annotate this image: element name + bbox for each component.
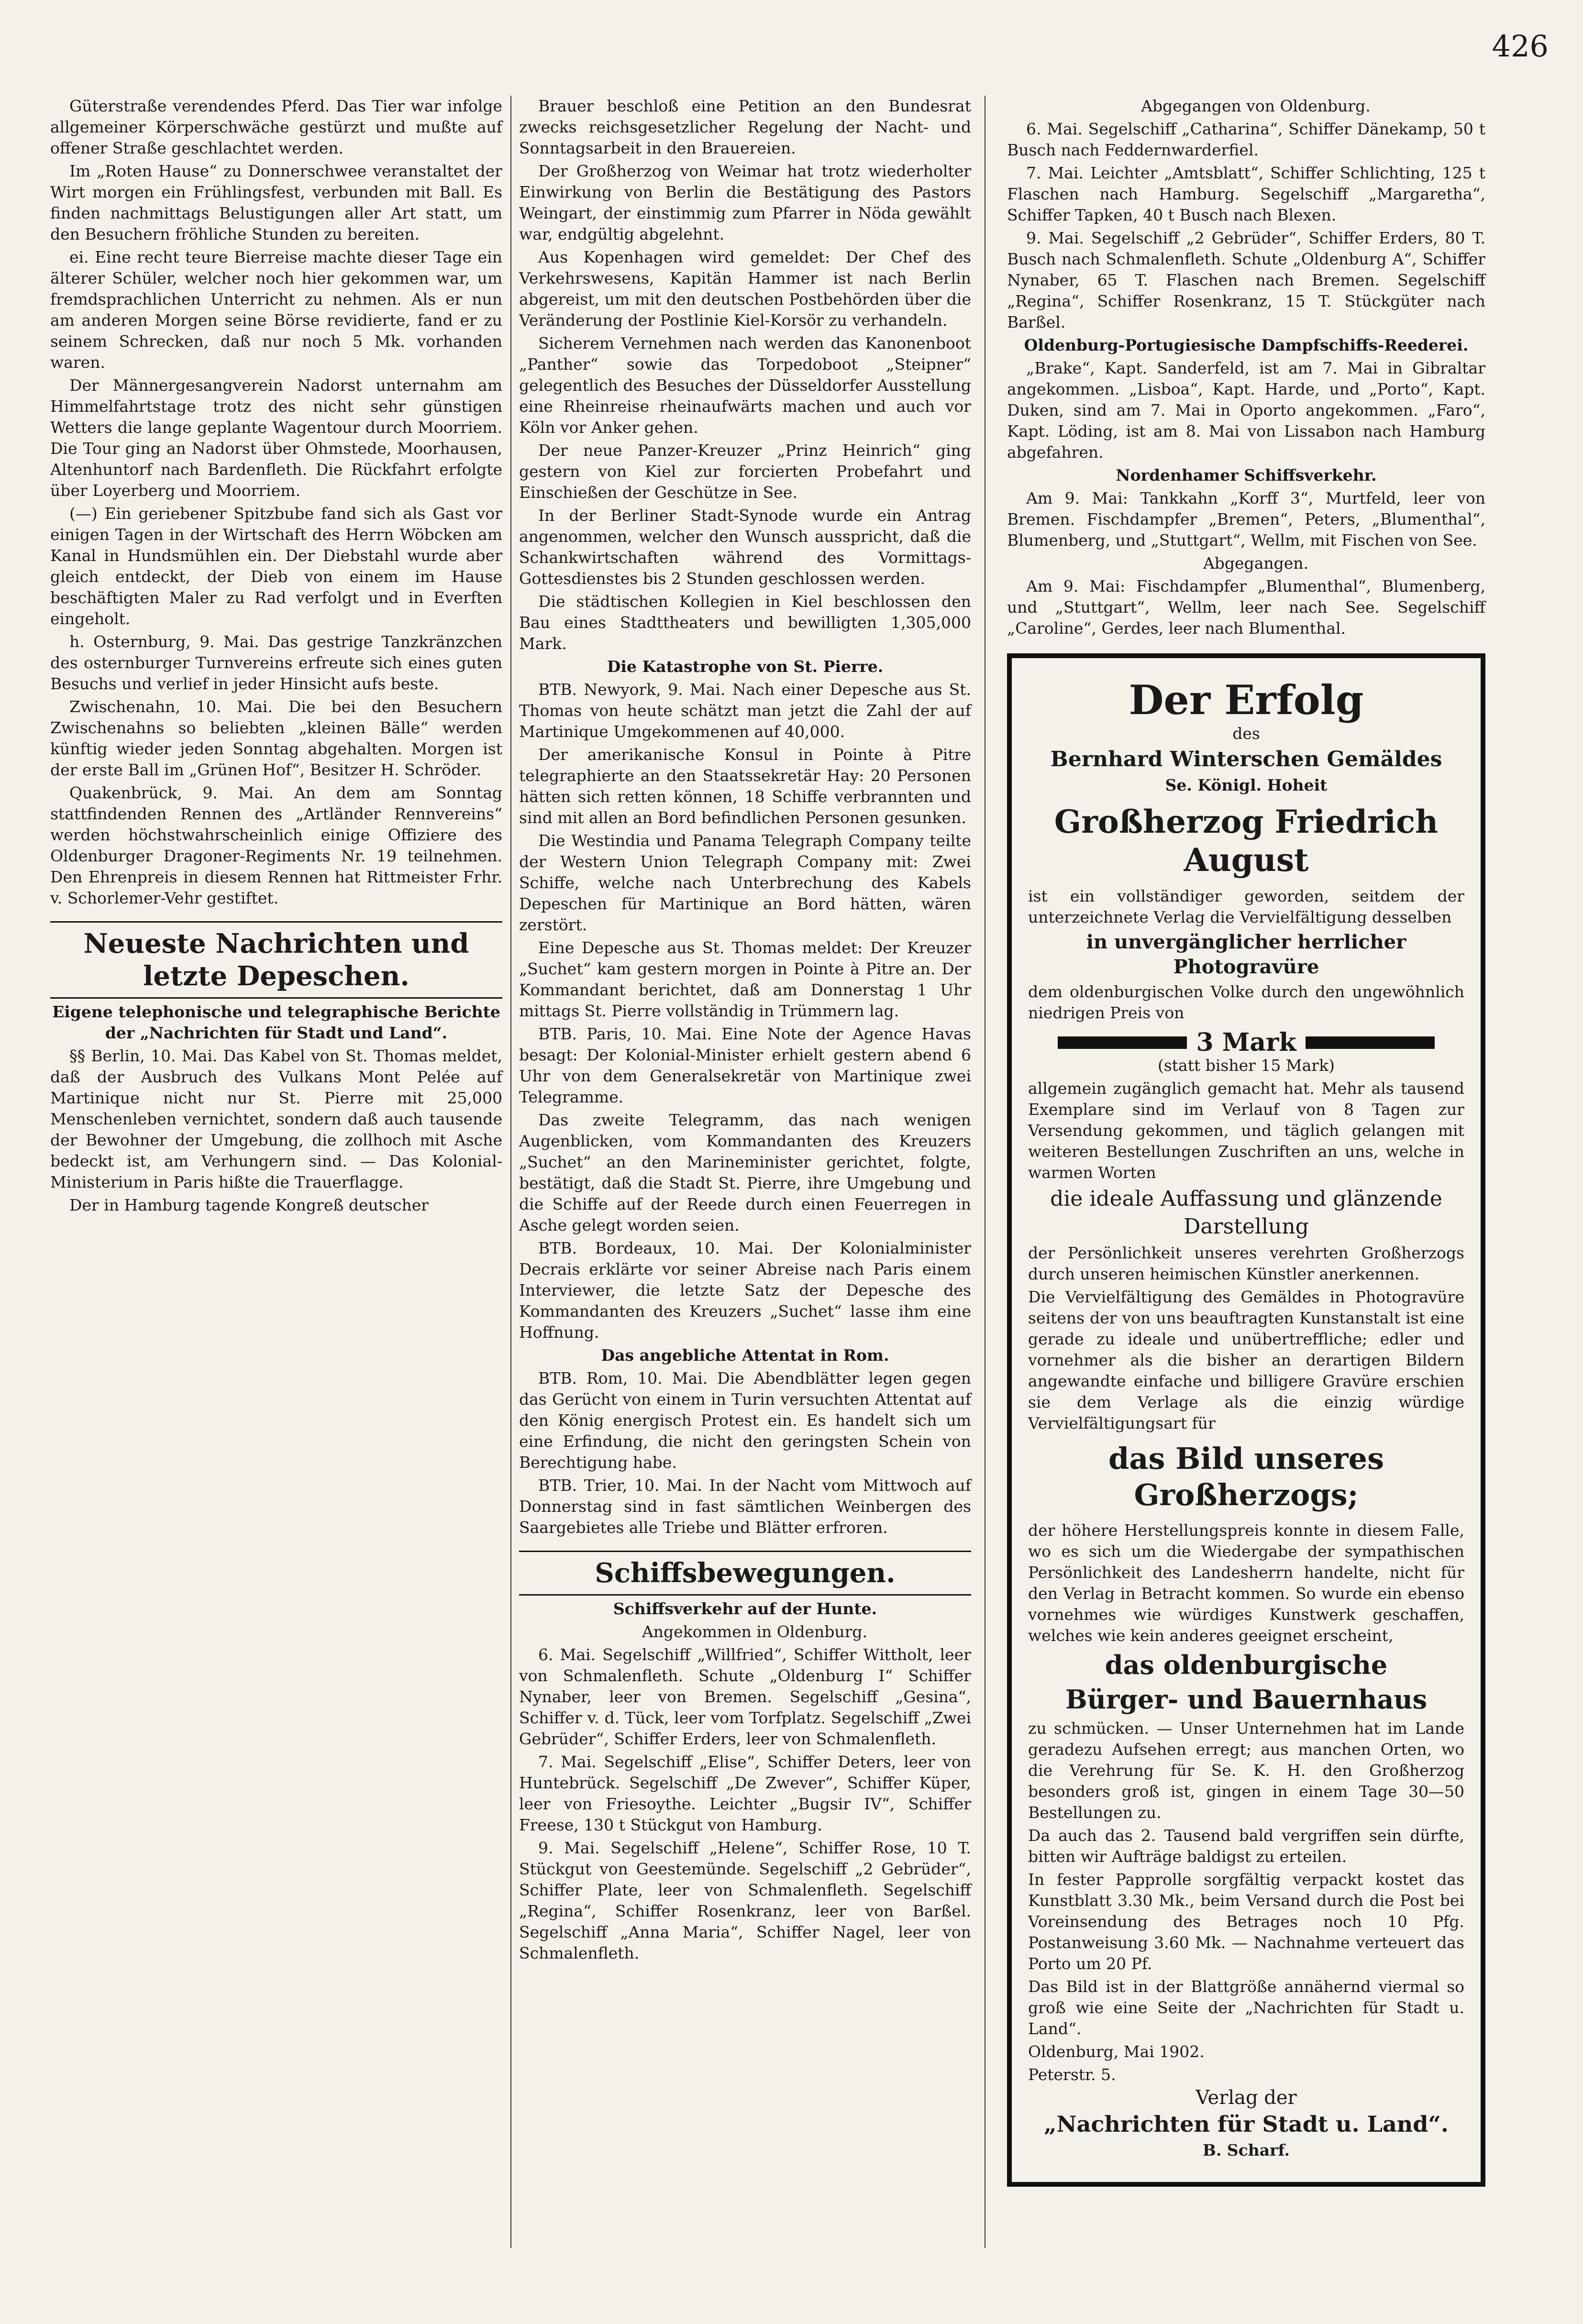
article: BTB. Newyork, 9. Mai. Nach einer Depesche aus St. Thomas von heute schätzt man jetzt die Zahl der auf Martinique Umgekommenen auf 40,000.	[519, 680, 971, 741]
ad-title: Der Erfolg	[1129, 676, 1364, 724]
ships-title: Schiffsbewegungen.	[595, 1557, 896, 1589]
news-subtitle: Eigene telephonische und telegraphische Berichte der „Nachrichten für Stadt und Land“.	[52, 1002, 500, 1042]
ad-place: Oldenburg, Mai 1902.	[1028, 2042, 1205, 2061]
article: BTB. Bordeaux, 10. Mai. Der Kolonialminister Decrais erklärte vor seiner Abreise nach Paris einem Interviewer, die letzte Satz der Depesche des Kommandanten des Kreuzers „Suchet“ lasse ihm eine Hoffnung.	[519, 1239, 971, 1342]
sub-heading: Abgegangen.	[1203, 554, 1309, 573]
ad-text: Das Bild ist in der Blattgröße annähernd viermal so groß wie eine Seite der „Nachrichten für Stadt u. Land“.	[1028, 1977, 1464, 2038]
ship-entry: 9. Mai. Segelschiff „2 Gebrüder“, Schiffer Erders, 80 T. Busch nach Schmalenfleth. Schute „Oldenburg A“, Schiffer Nynaber, 65 T. Flaschen nach Bremen. Segelschiff „Regina“, Schiffer Rosenkranz, 15 T. Stückgüter nach Barßel.	[1007, 229, 1485, 331]
column-1	[50, 96, 502, 1218]
ship-entry: Am 9. Mai: Fischdampfer „Blumenthal“, Blumenberg, und „Stuttgart“, Wellm, leer nach See. Segelschiff „Caroline“, Gerdes, leer nach Blumenthal.	[1007, 577, 1485, 638]
ad-haus-1: das oldenburgische	[1105, 1650, 1388, 1680]
page-number: 426	[1492, 29, 1549, 64]
article: §§ Berlin, 10. Mai. Das Kabel von St. Thomas meldet, daß der Ausbruch des Vulkans Mont Pelée auf Martinique nicht nur St. Pierre mit 25,000 Menschenleben vernichtet, sondern daß auch tausende der Bewohner der Umgebung, die zollhoch mit Asche bedeckt ist, am Verhungern sind. — Das Kolonial-Ministerium in Paris hißte die Trauerflagge.	[50, 1046, 502, 1191]
ships-subtitle-2: Angekommen in Oldenburg.	[642, 1622, 868, 1641]
article: Güterstraße verendendes Pferd. Das Tier war infolge allgemeiner Körperschwäche gestürzt und mußte auf offener Straße geschlachtet werden.	[50, 97, 502, 157]
section-heading: Das angebliche Attentat in Rom.	[601, 1346, 889, 1365]
ad-price	[1028, 1028, 1464, 1057]
article: Die Westindia und Panama Telegraph Company teilte der Western Union Telegraph Company mit: Zwei Schiffe, welche nach Unterbrechung des Kabels Depeschen für Martinique an Bord hätten, wären zerstört.	[519, 831, 971, 934]
ship-entry: 6. Mai. Segelschiff „Willfried“, Schiffer Wittholt, leer von Schmalenfleth. Schute „Oldenburg I“ Schiffer Nynaber, leer von Bremen. Segelschiff „Gesina“, Schiffer v. d. Tück, leer vom Torfplatz. Segelschiff „Zwei Gebrüder“, Schiffer Erders, leer von Schmalenfleth.	[519, 1645, 971, 1748]
article: Der amerikanische Konsul in Pointe à Pitre telegraphierte an den Staatssekretär Hay: 20 Personen hätten sich retten können, 18 Schiffe verbrannten und sind mit allen an Bord befindlichen Personen gesunken.	[519, 745, 971, 827]
article: Der in Hamburg tagende Kongreß deutscher	[69, 1196, 429, 1214]
ad-text: dem oldenburgischen Volke durch den ungewöhnlich niedrigen Preis von	[1028, 982, 1464, 1022]
article: Aus Kopenhagen wird gemeldet: Der Chef des Verkehrswesens, Kapitän Hammer ist nach Berlin abgereist, um mit den deutschen Postbehörden über die Veränderung der Postlinie Kiel-Korsör zu verhandeln.	[519, 248, 971, 330]
ad-bild: das Bild unseres Großherzogs;	[1108, 1441, 1384, 1512]
article: Der neue Panzer-Kreuzer „Prinz Heinrich“ ging gestern von Kiel zur forcierten Probefahrt und Einschießen der Geschütze in See.	[519, 441, 971, 502]
article: Die städtischen Kollegien in Kiel beschlossen den Bau eines Stadttheaters und bewilligten 1,305,000 Mark.	[519, 592, 971, 653]
ship-entry: 6. Mai. Segelschiff „Catharina“, Schiffer Dänekamp, 50 t Busch nach Feddernwarderfiel.	[1007, 120, 1485, 159]
ad-text: ist ein vollständiger geworden, seitdem der unterzeichnete Verlag die Vervielfältigung desselben	[1028, 887, 1464, 926]
ad-street: Peterstr. 5.	[1028, 2065, 1116, 2084]
ad-text: allgemein zugänglich gemacht hat. Mehr als tausend Exemplare sind im Verlauf von 8 Tagen zur Versendung gekommen, und täglich gelangen mit weiteren Bestellungen Zuschriften an uns, welche in warmen Worten	[1028, 1079, 1464, 1182]
advertisement	[1007, 653, 1485, 2187]
ad-text: zu schmücken. — Unser Unternehmen hat im Lande geradezu Aufsehen erregt; aus manchen Orten, wo die Verehrung für Se. K. H. den Großherzog besonders groß ist, gingen in einem Tage 30—50 Bestellungen zu.	[1028, 1719, 1464, 1822]
column-2	[519, 96, 971, 1966]
ad-price-value: 3 Mark	[1196, 1028, 1296, 1057]
article: Brauer beschloß eine Petition an den Bundesrat zwecks reichsgesetzlicher Regelung der Nacht- und Sonntagsarbeit in den Brauereien.	[519, 97, 971, 157]
article: ei. Eine recht teure Bierreise machte dieser Tage ein älterer Schüler, welcher noch hier gekommen war, um fremdsprachlichen Unterricht zu nehmen. Als er nun am anderen Morgen seine Börse revidierte, fand er zu seinem Schrecken, daß nur noch 5 Mk. vorhanden waren.	[50, 248, 502, 372]
ships-subtitle: Schiffsverkehr auf der Hunte.	[613, 1599, 877, 1618]
article: (—) Ein geriebener Spitzbube fand sich als Gast vor einigen Tagen in der Wirtschaft des Herrn Wöbcken am Kanal in Hundsmühlen ein. Der Diebstahl wurde aber gleich entdeckt, der Dieb von einem im Hause beschäftigten Maler zu Rad verfolgt und in Everften eingeholt.	[50, 504, 502, 628]
ad-text: Die Vervielfältigung des Gemäldes in Photogravüre seitens der von uns beauftragten Kunstanstalt ist eine gerade zu ideale und unübertreffliche; edler und vornehmer als die bisher an derartigen Bildern angewandte einfache und billigere Gravüre erschien sie dem Verlage als die einzig würdige Vervielfältigungsart für	[1028, 1288, 1464, 1432]
article: Das zweite Telegramm, das nach wenigen Augenblicken, vom Kommandanten des Kreuzers „Suchet“ an den Marineminister gerichtet, folgte, bestätigt, daß die Stadt St. Pierre, ihre Umgebung und die Schiffe auf der Reede durch einen Feuerregen in Asche gelegt worden seien.	[519, 1111, 971, 1234]
ad-text: der höhere Herstellungspreis konnte in diesem Falle, wo es sich um die Wiedergabe der sympathischen Persönlichkeit des Landesherrn handelte, nicht für den Verlag in Betracht kommen. So wurde ein ebenso vornehmes wie würdiges Kunstwerk geschaffen, welches wie kein anderes geeignet erscheint,	[1028, 1521, 1464, 1645]
ship-entry: 9. Mai. Segelschiff „Helene“, Schiffer Rose, 10 T. Stückgut von Geestemünde. Segelschiff „2 Gebrüder“, Schiffer Plate, leer von Schmalenfleth. Segelschiff „Regina“, Schiffer Rosenkranz, leer von Barßel. Segelschiff „Anna Maria“, Schiffer Nagel, leer von Schmalenfleth.	[519, 1839, 971, 1962]
article: h. Osternburg, 9. Mai. Das gestrige Tanzkränzchen des osternburger Turnvereins erfreute sich eines guten Besuchs und verlief in jeder Hinsicht aufs beste.	[50, 632, 502, 693]
ship-entry: Am 9. Mai: Tankkahn „Korff 3“, Murtfeld, leer von Bremen. Fischdampfer „Bremen“, Peters, „Blumenthal“, Blumenberg, und „Stuttgart“, Wellm, mit Fischen von See.	[1007, 489, 1485, 550]
article: Eine Depesche aus St. Thomas meldet: Der Kreuzer „Suchet“ kam gestern morgen in Pointe à Pitre an. Der Kommandant berichtet, daß am Donnerstag 1 Uhr mittags St. Pierre vollständig in Trümmern lag.	[519, 938, 971, 1020]
section-heading: Oldenburg-Portugiesische Dampfschiffs-Reederei.	[1024, 336, 1469, 354]
ships-header	[519, 1551, 971, 1596]
section-heading: Nordenhamer Schiffsverkehr.	[1116, 466, 1377, 485]
ad-text: In fester Papprolle sorgfältig verpackt kostet das Kunstblatt 3.30 Mk., beim Versand durch die Post bei Voreinsendung des Betrages noch 10 Pfg. Postanweisung 3.60 Mk. — Nachnahme verteuert das Porto um 20 Pf.	[1028, 1870, 1464, 1973]
article: BTB. Rom, 10. Mai. Die Abendblätter legen gegen das Gerücht von einem in Turin versuchten Attentat auf den König energisch Protest ein. Es handelt sich um eine Erfindung, die nicht den geringsten Schein von Berechtigung habe.	[519, 1369, 971, 1472]
article: Quakenbrück, 9. Mai. An dem am Sonntag stattfindenden Rennen des „Artländer Rennvereins“ werden höchstwahrscheinlich einige Offiziere des Oldenburger Dragoner-Regiments Nr. 19 teilnehmen. Den Ehrenpreis in diesem Rennen hat Rittmeister Frhr. v. Schorlemer-Vehr gestiftet.	[50, 783, 502, 907]
article: BTB. Paris, 10. Mai. Eine Note der Agence Havas besagt: Der Kolonial-Minister erhielt gestern abend 6 Uhr von dem Generalsekretär von Martinique zwei Telegramme.	[519, 1024, 971, 1106]
ad-publisher: B. Scharf.	[1202, 2141, 1290, 2159]
article: Im „Roten Hause“ zu Donnerschwee veranstaltet der Wirt morgen ein Frühlingsfest, verbunden mit Ball. Es finden nachmittags Belustigungen aller Art statt, um den Besuchern fröhliche Stunden zu bereiten.	[50, 162, 502, 243]
ad-paper: „Nachrichten für Stadt u. Land“.	[1044, 2111, 1449, 2137]
column-3	[1007, 96, 1485, 2187]
price-bar-right	[1306, 1036, 1435, 1049]
news-title: Neueste Nachrichten und letzte Depeschen.	[83, 928, 469, 992]
column-rule	[510, 96, 511, 2248]
ad-verlag: Verlag der	[1196, 2087, 1297, 2109]
ad-duke: Großherzog Friedrich August	[1054, 803, 1439, 879]
ship-entry: 7. Mai. Segelschiff „Elise“, Schiffer Deters, leer von Huntebrück. Segelschiff „De Zwever“, Schiffer Küper, leer von Friesoythe. Leichter „Bugsir IV“, Schiffer Freese, 130 t Stückgut von Hamburg.	[519, 1752, 971, 1834]
article: Der Großherzog von Weimar hat trotz wiederholter Einwirkung von Berlin die Bestätigung des Pastors Weingart, der einstimmig zum Pfarrer in Nöda gewählt war, endgültig abgelehnt.	[519, 162, 971, 243]
ad-haus-2: Bürger- und Bauernhaus	[1065, 1684, 1428, 1715]
ad-painting: Bernhard Winterschen Gemäldes	[1050, 747, 1442, 771]
section-heading: Die Katastrophe von St. Pierre.	[607, 657, 884, 676]
ship-entry: 7. Mai. Leichter „Amtsblatt“, Schiffer Schlichting, 125 t Flaschen nach Hamburg. Segelschiff „Margaretha“, Schiffer Tapken, 40 t Busch nach Blexen.	[1007, 164, 1485, 224]
ad-photogravure: in unvergänglicher herrlicher Photogravüre	[1086, 931, 1406, 978]
article: Der Männergesangverein Nadorst unternahm am Himmelfahrtstage trotz des nicht sehr günstigen Wetters die lange geplante Wagentour durch Moorriem. Die Tour ging an Nadorst über Ohmstede, Moorhausen, Altenhuntorf nach Bardenfleth. Die Rückfahrt erfolgte über Loyerberg und Moorriem.	[50, 376, 502, 500]
article: In der Berliner Stadt-Synode wurde ein Antrag angenommen, welcher den Wunsch ausspricht, daß die Schankwirtschaften während des Vormittags-Gottesdienstes bis 2 Stunden geschlossen werden.	[519, 506, 971, 588]
ad-price-note: (statt bisher 15 Mark)	[1157, 1056, 1335, 1075]
article: BTB. Trier, 10. Mai. In der Nacht vom Mittwoch auf Donnerstag sind in fast sämtlichen Weinbergen des Saargebietes alle Triebe und Blätter erfroren.	[519, 1476, 971, 1537]
ad-ideal: die ideale Auffassung und glänzende Darstellung	[1050, 1187, 1442, 1239]
news-header	[50, 921, 502, 999]
article: Sicherem Vernehmen nach werden das Kanonenboot „Panther“ sowie das Torpedoboot „Steipner“ gelegentlich des Besuches der Düsseldorfer Ausstellung eine Rheinreise rheinaufwärts machen und auch vor Köln vor Anker gehen.	[519, 334, 971, 437]
ad-des: des	[1232, 724, 1260, 743]
ad-text: Da auch das 2. Tausend bald vergriffen sein dürfte, bitten wir Aufträge baldigst zu erteilen.	[1028, 1826, 1464, 1866]
ad-text: der Persönlichkeit unseres verehrten Großherzogs durch unseren heimischen Künstler anerkennen.	[1028, 1244, 1464, 1283]
ad-highness: Se. Königl. Hoheit	[1165, 776, 1328, 794]
price-bar-left	[1058, 1036, 1187, 1049]
ship-entry: „Brake“, Kapt. Sanderfeld, ist am 7. Mai in Gibraltar angekommen. „Lisboa“, Kapt. Harde, und „Porto“, Kapt. Duken, sind am 7. Mai in Oporto angekommen. „Faro“, Kapt. Löding, ist am 8. Mai von Lissabon nach Hamburg abgefahren.	[1007, 359, 1485, 462]
section-heading: Abgegangen von Oldenburg.	[1141, 97, 1371, 115]
article: Zwischenahn, 10. Mai. Die bei den Besuchern Zwischenahns so beliebten „kleinen Bälle“ werden künftig wieder jeden Sonntag abgehalten. Morgen ist der erste Ball im „Grünen Hof“, Besitzer H. Schröder.	[50, 697, 502, 779]
